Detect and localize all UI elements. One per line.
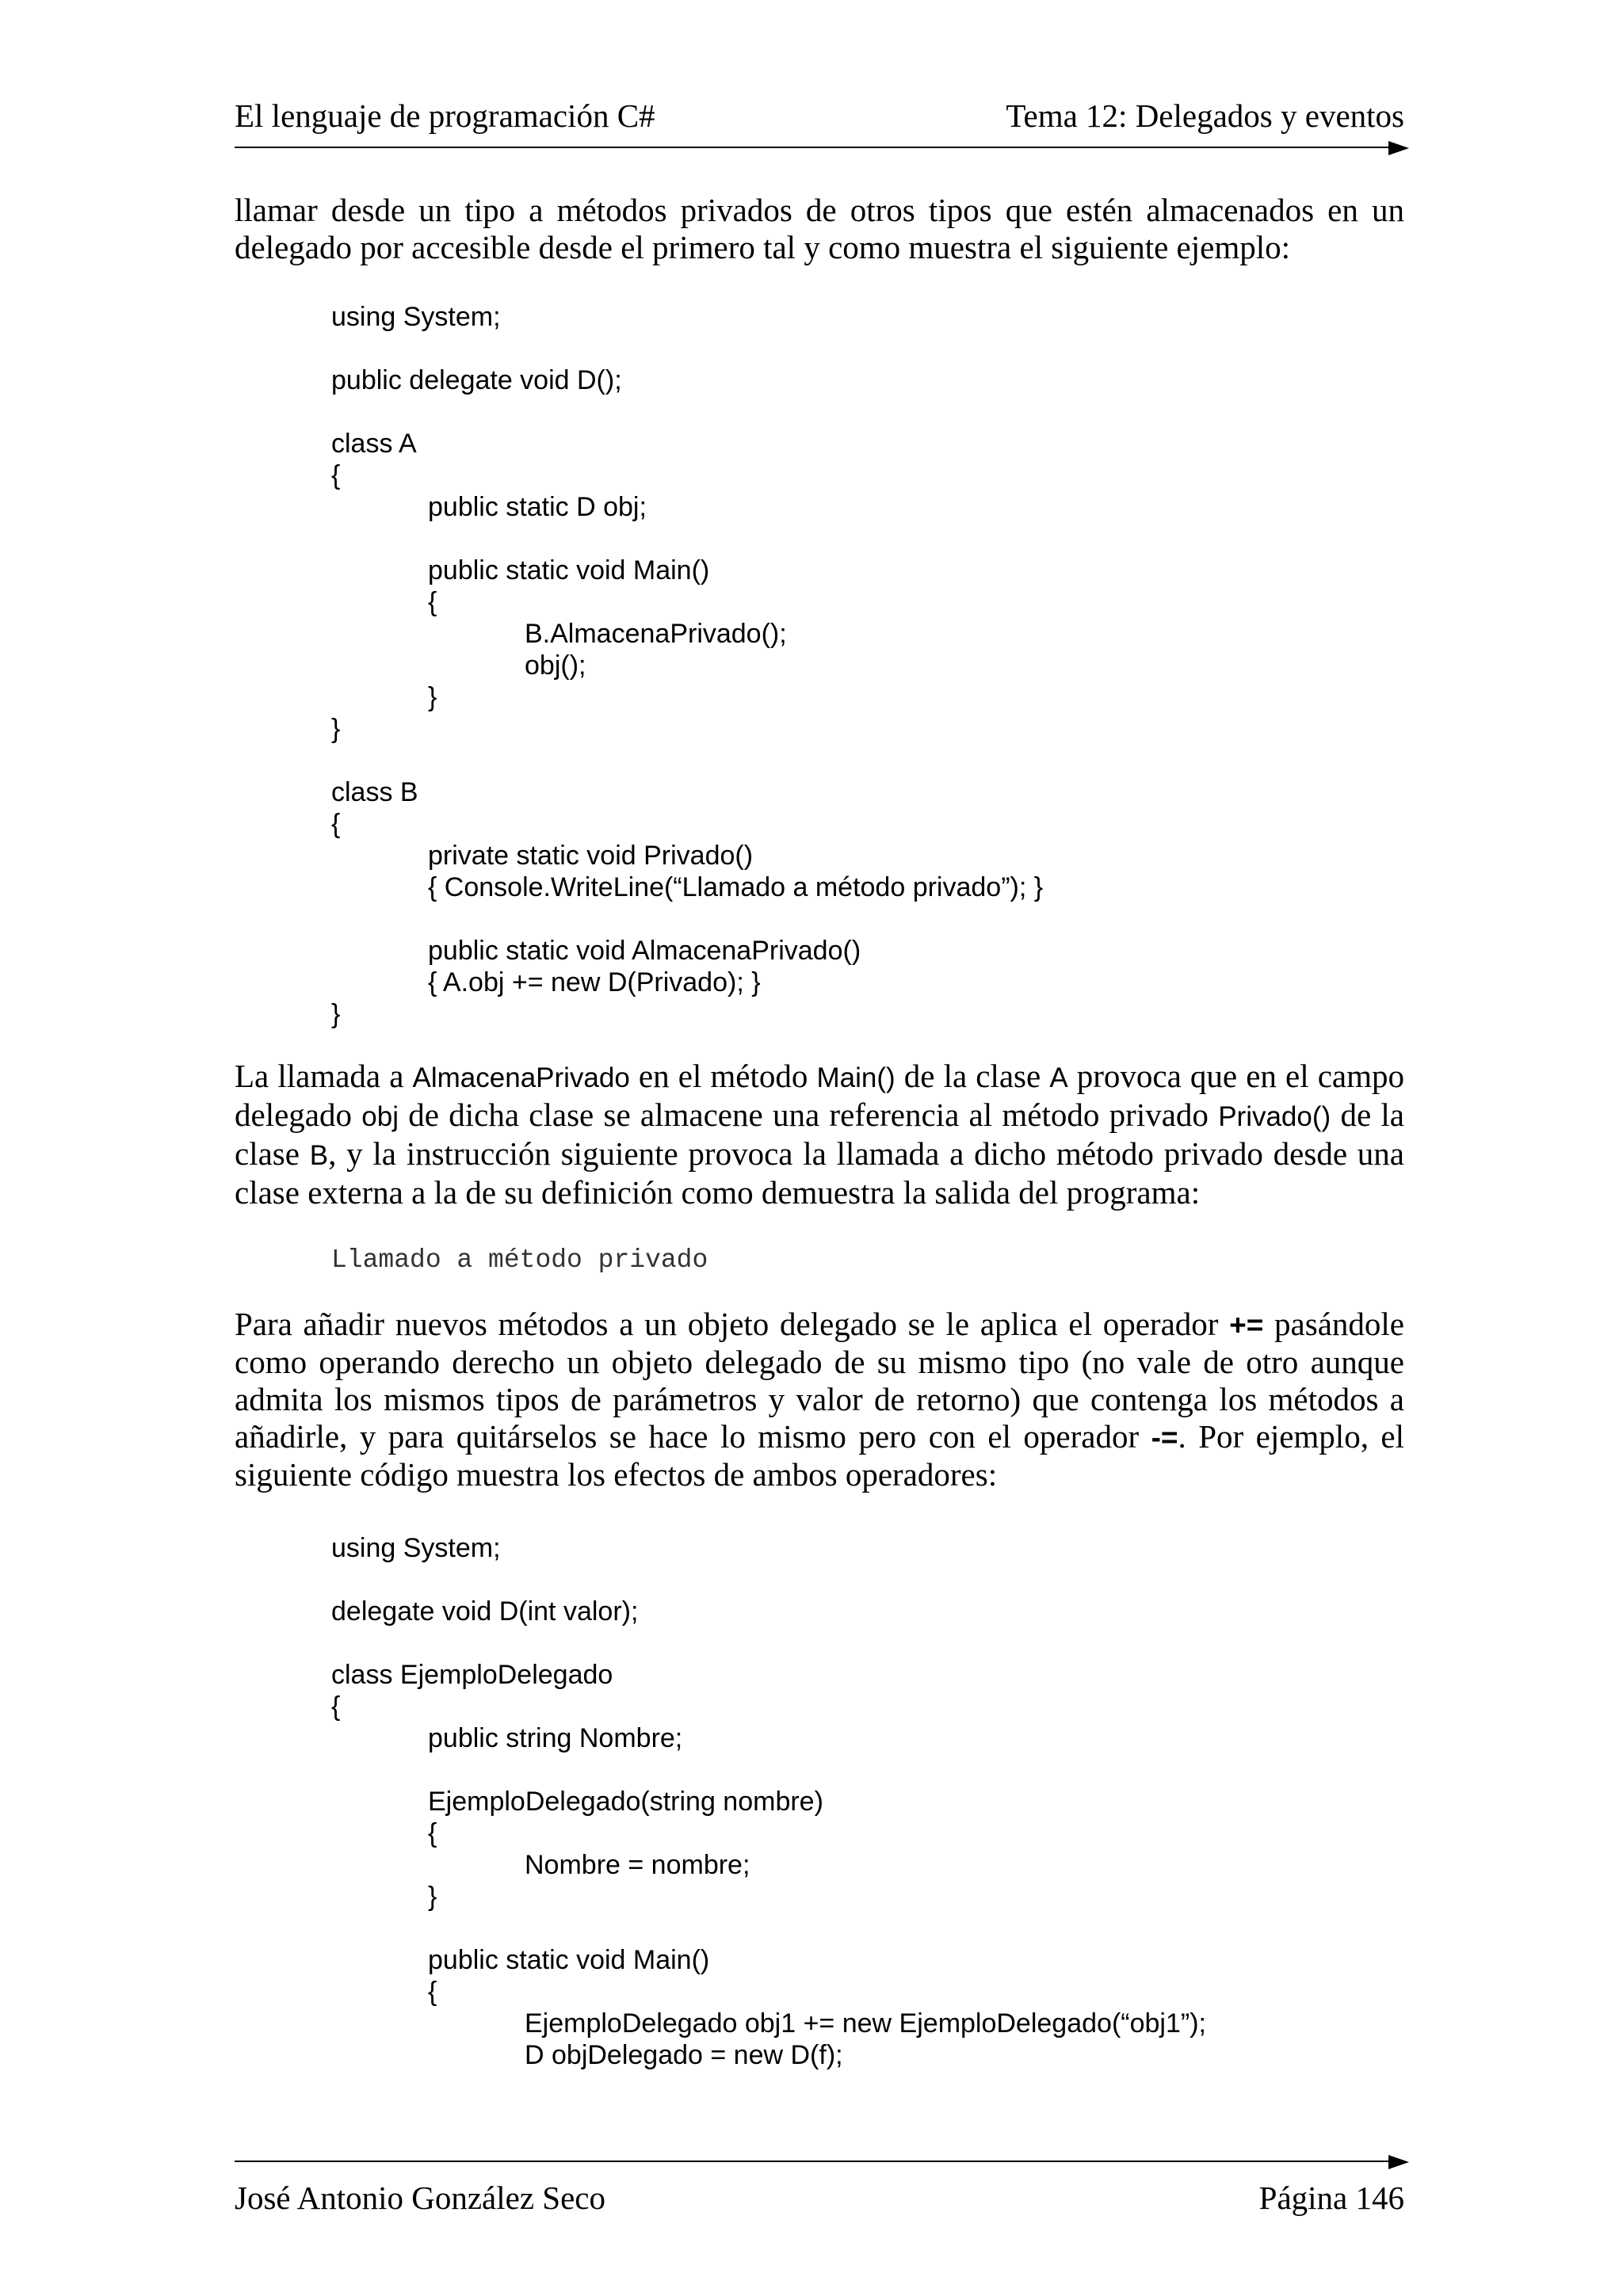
code-line: }: [428, 1882, 437, 1912]
inline-code: Main(): [816, 1062, 896, 1093]
code-line: public delegate void D();: [331, 365, 622, 395]
code-line: private static void Privado(): [428, 841, 754, 871]
code-line: [331, 1564, 1206, 1596]
code-line: {: [428, 587, 437, 617]
code-line: }: [331, 714, 341, 744]
inline-code: A: [1049, 1062, 1068, 1093]
code-line: {: [428, 1977, 437, 2007]
code-line: {: [428, 1818, 437, 1848]
code-line: {: [331, 1691, 341, 1722]
code-line: obj();: [525, 650, 586, 681]
code-line: EjemploDelegado(string nombre): [428, 1787, 823, 1817]
text-line: admita los mismos tipos de parámetros y valor de retorno) que contenga los métodos a: [235, 1381, 1404, 1417]
code-line: }: [428, 682, 437, 712]
code-line: class A: [331, 429, 417, 459]
text-line: delegado obj de dicha clase se almacene una referencia al método privado Privado() de la: [235, 1097, 1405, 1133]
code-line: using System;: [331, 1533, 501, 1563]
code-line: [331, 333, 1043, 364]
inline-code: B: [309, 1140, 329, 1171]
code-line: [331, 396, 1043, 428]
text-line: clase B, y la instrucción siguiente provoca la llamada a dicho método privado desde una: [235, 1135, 1404, 1172]
code-line: B.AlmacenaPrivado();: [525, 619, 787, 649]
code-line: [331, 1627, 1206, 1659]
code-line: public static void AlmacenaPrivado(): [428, 936, 861, 966]
paragraph-explanation: [235, 1058, 1404, 1211]
code-line: Nombre = nombre;: [525, 1850, 750, 1880]
code-line: public static void Main(): [428, 1945, 710, 1975]
footer-rule: [235, 2161, 1404, 2162]
paragraph-operators: [235, 1306, 1404, 1493]
text-line: clase externa a la de su definición como demuestra la salida del programa:: [235, 1174, 1201, 1211]
code-line: }: [331, 999, 341, 1029]
text-line: siguiente código muestra los efectos de ambos operadores:: [235, 1456, 998, 1493]
page-header: [235, 97, 1404, 135]
code-line: public static void Main(): [428, 555, 710, 585]
header-book-title: El lenguaje de programación C#: [235, 97, 655, 134]
text-line: Para añadir nuevos métodos a un objeto delegado se le aplica el operador += pasándole: [235, 1306, 1404, 1342]
text-line: como operando derecho un objeto delegado de su mismo tipo (no vale de otro aunque: [235, 1344, 1404, 1380]
code-line: [331, 903, 1043, 935]
code-line: EjemploDelegado obj1 += new EjemploDelegado(“obj1”);: [525, 2008, 1206, 2039]
header-chapter-title: Tema 12: Delegados y eventos: [1006, 97, 1404, 134]
code-line: class B: [331, 777, 418, 807]
inline-code: AlmacenaPrivado: [412, 1062, 630, 1093]
code-line: { Console.WriteLine(“Llamado a método privado”); }: [428, 872, 1044, 902]
code-line: [331, 1913, 1206, 1944]
code-block-private-method-example: [331, 301, 1043, 1030]
inline-code: Privado(): [1218, 1101, 1331, 1132]
code-line: class EjemploDelegado: [331, 1660, 613, 1690]
footer-page-number: Página 146: [1258, 2180, 1404, 2216]
code-line: [331, 523, 1043, 555]
operator-add: +=: [1229, 1309, 1264, 1341]
code-block-delegate-operators-example: [331, 1532, 1206, 2071]
code-line: delegate void D(int valor);: [331, 1596, 639, 1627]
footer-author: José Antonio González Seco: [235, 2180, 605, 2216]
arrow-right-icon: [1388, 138, 1409, 158]
code-line: {: [331, 809, 341, 839]
text-line: añadirle, y para quitárselos se hace lo mismo pero con el operador -=. Por ejemplo, el: [235, 1418, 1404, 1455]
code-line: [331, 745, 1043, 776]
text-line: llamar desde un tipo a métodos privados de otros tipos que estén almacenados en un: [235, 192, 1404, 228]
text-line: La llamada a AlmacenaPrivado en el método Main() de la clase A provoca que en el campo: [235, 1058, 1404, 1094]
header-rule: [235, 147, 1404, 148]
program-output: Llamado a método privado: [331, 1245, 708, 1275]
arrow-right-icon: [1388, 2152, 1409, 2172]
page-footer: [235, 2179, 1404, 2217]
operator-remove: -=: [1151, 1421, 1178, 1454]
code-line: public static D obj;: [428, 492, 647, 522]
code-line: public string Nombre;: [428, 1723, 683, 1753]
paragraph-intro: [235, 192, 1404, 266]
text-line: delegado por accesible desde el primero tal y como muestra el siguiente ejemplo:: [235, 229, 1291, 265]
code-line: D objDelegado = new D(f);: [525, 2040, 843, 2070]
code-line: { A.obj += new D(Privado); }: [428, 967, 761, 997]
code-line: using System;: [331, 302, 501, 332]
inline-code: obj: [361, 1101, 399, 1132]
code-line: {: [331, 460, 341, 490]
code-line: [331, 1754, 1206, 1786]
